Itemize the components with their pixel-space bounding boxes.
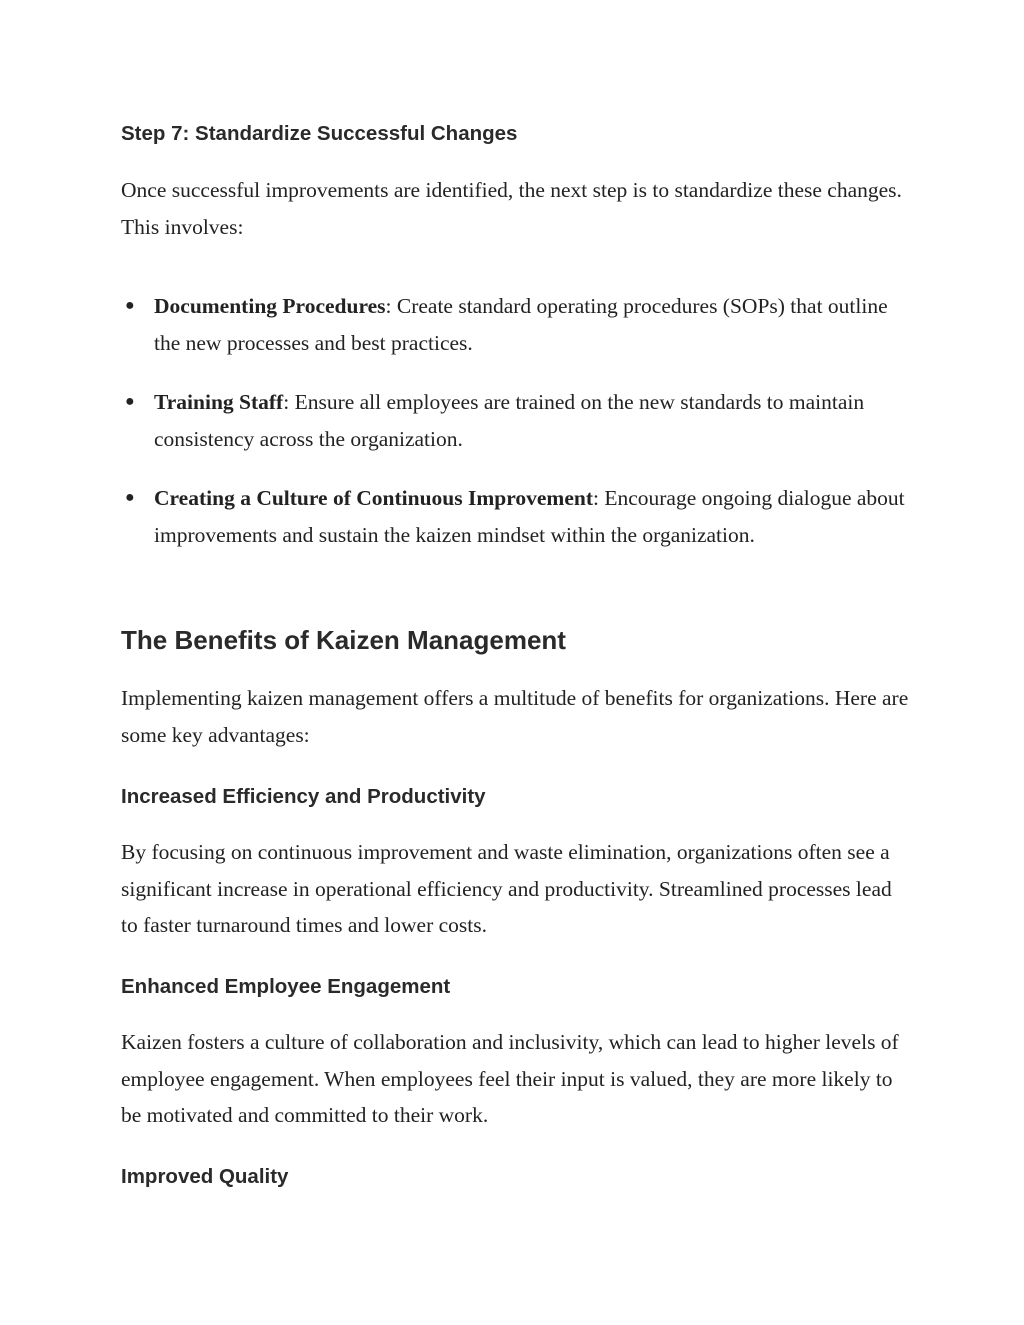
bullet-icon: ●	[125, 489, 135, 506]
bullet-icon: ●	[125, 393, 135, 410]
efficiency-paragraph: By focusing on continuous improvement and waste elimination, organizations often see a significant increase in operational efficiency and productivity. Streamlined processes lead to faster turnaround times and lower costs.	[121, 840, 892, 937]
step7-heading: Step 7: Standardize Successful Changes	[121, 122, 518, 145]
bullet-icon: ●	[125, 297, 135, 314]
list-item-text: : Ensure all employees are trained on the new standards to maintain consistency across the organization.	[154, 390, 865, 451]
efficiency-heading: Increased Efficiency and Productivity	[121, 785, 486, 808]
step7-list	[121, 288, 911, 553]
benefits-heading: The Benefits of Kaizen Management	[121, 625, 566, 655]
list-item-term: Creating a Culture of Continuous Improvement	[154, 486, 593, 510]
list-item-text: : Create standard operating procedures (SOPs) that outline the new processes and best practices.	[154, 294, 888, 355]
engagement-paragraph: Kaizen fosters a culture of collaboration and inclusivity, which can lead to higher levels of employee engagement. When employees feel their input is valued, they are more likely to be motivated and committed to their work.	[121, 1030, 899, 1127]
list-item	[121, 288, 911, 361]
list-item-text: : Encourage ongoing dialogue about improvements and sustain the kaizen mindset within the organization.	[154, 486, 905, 547]
benefits-intro-paragraph: Implementing kaizen management offers a multitude of benefits for organizations. Here are some key advantages:	[121, 686, 909, 747]
step7-intro-paragraph: Once successful improvements are identified, the next step is to standardize these changes. This involves:	[121, 178, 902, 239]
list-item	[121, 384, 911, 457]
list-item-term: Training Staff	[154, 390, 284, 414]
engagement-heading: Enhanced Employee Engagement	[121, 975, 451, 998]
quality-heading: Improved Quality	[121, 1165, 289, 1188]
list-item-term: Documenting Procedures	[154, 294, 386, 318]
list-item	[121, 480, 911, 553]
